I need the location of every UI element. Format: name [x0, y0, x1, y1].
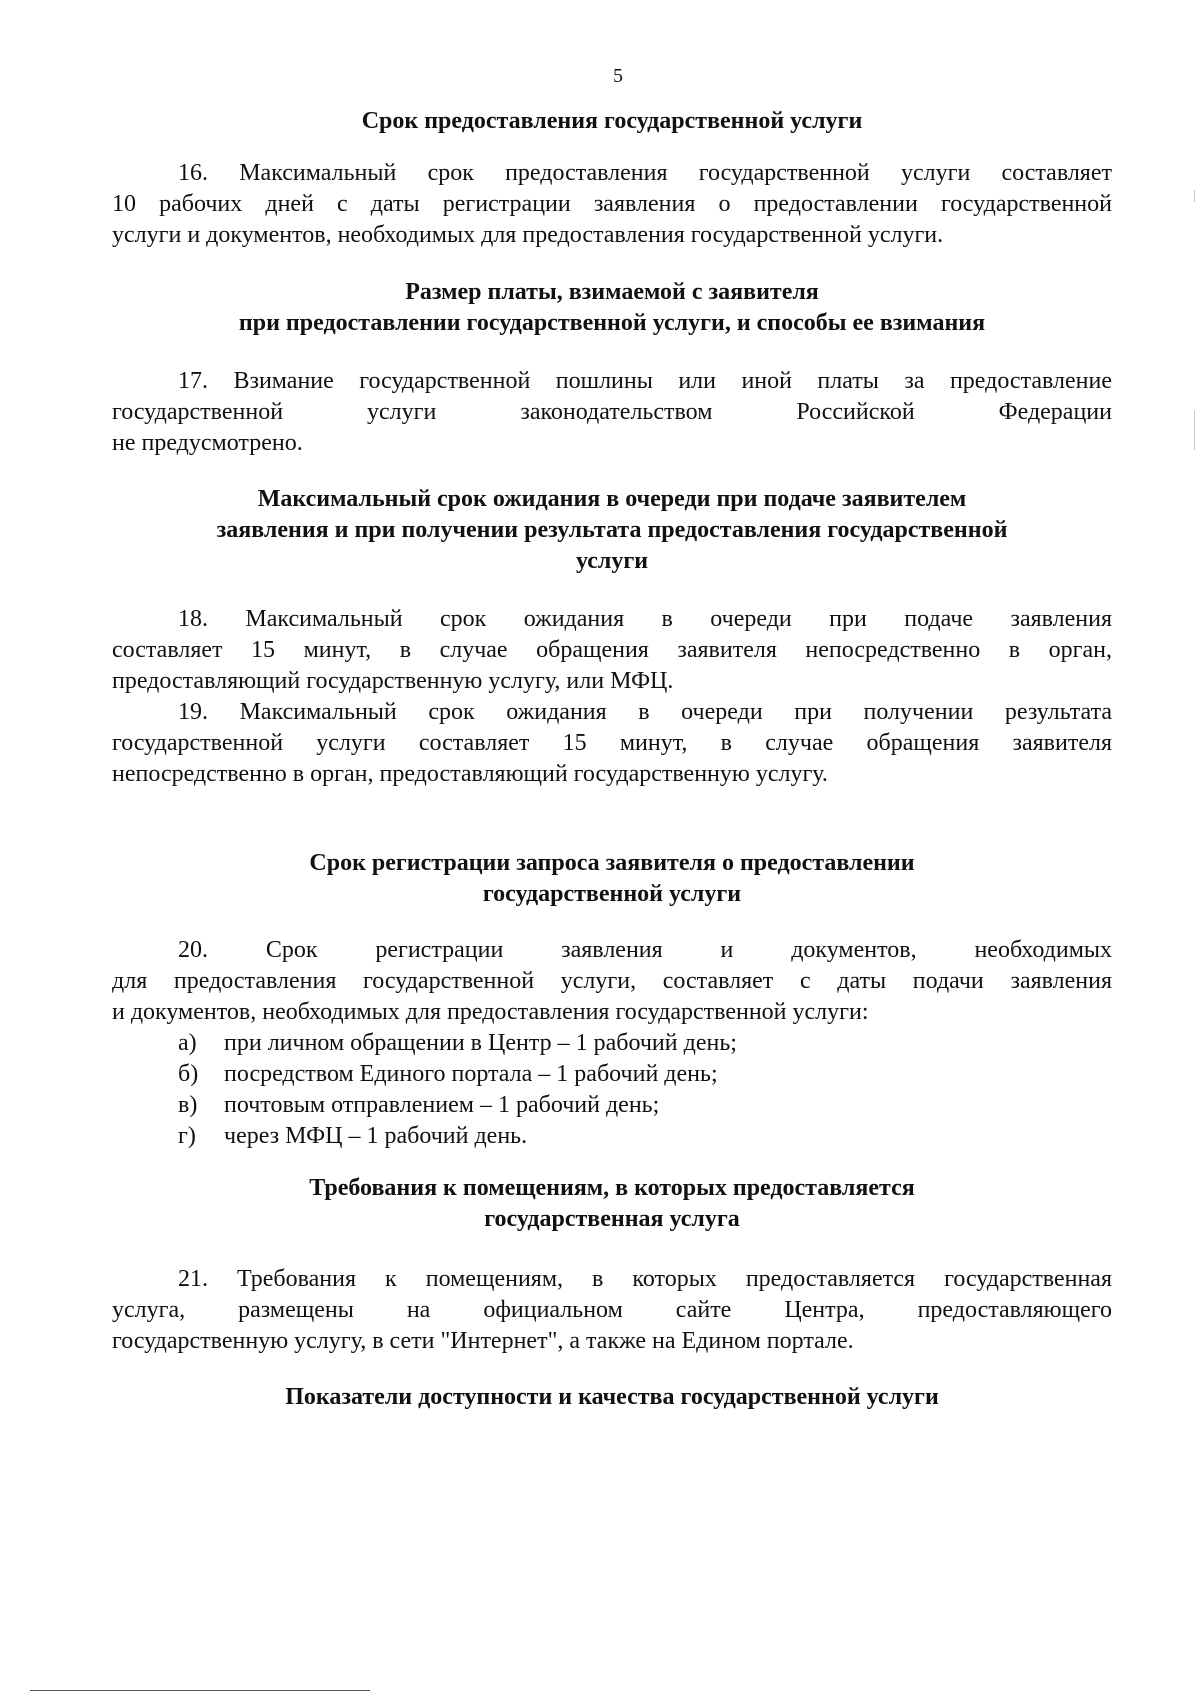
paragraph-line: непосредственно в орган, предоставляющий государственную услугу. — [112, 761, 828, 787]
heading-line: заявления и при получении результата предоставления государственной — [216, 517, 1008, 543]
list-item — [178, 1090, 1078, 1121]
list-marker: в) — [178, 1092, 198, 1118]
list-text: при личном обращении в Центр – 1 рабочий день; — [224, 1030, 737, 1056]
paragraph-line: государственной услуги законодательством Российской Федерации — [112, 399, 1112, 425]
paragraph-line: и документов, необходимых для предоставления государственной услуги: — [112, 999, 869, 1025]
heading-line: при предоставлении государственной услуги, и способы ее взимания — [238, 310, 986, 336]
paragraph-line: услуги и документов, необходимых для предоставления государственной услуги. — [112, 222, 944, 248]
page-number: 5 — [613, 65, 623, 87]
list-marker: а) — [178, 1030, 197, 1056]
footnote-rule — [30, 1690, 370, 1691]
heading-line: Максимальный срок ожидания в очереди при подаче заявителем — [257, 486, 967, 512]
heading-term-line: Срок предоставления государственной услуги — [361, 108, 863, 134]
list-text: через МФЦ – 1 рабочий день. — [224, 1123, 528, 1149]
paragraph-line: 18. Максимальный срок ожидания в очереди при подаче заявления — [178, 606, 1112, 632]
heading-fee — [112, 277, 1112, 339]
paragraph-line: 10 рабочих дней с даты регистрации заявления о предоставлении государственной — [112, 191, 1112, 217]
list-text: почтовым отправлением – 1 рабочий день; — [224, 1092, 660, 1118]
heading-line: Размер платы, взимаемой с заявителя — [405, 279, 819, 305]
paragraph-line: не предусмотрено. — [112, 430, 303, 456]
paragraph-line: для предоставления государственной услуги, составляет с даты подачи заявления — [112, 968, 1112, 994]
paragraph-line: составляет 15 минут, в случае обращения заявителя непосредственно в орган, — [112, 637, 1112, 663]
heading-quality-line: Показатели доступности и качества государственной услуги — [285, 1384, 939, 1410]
heading-line: государственной услуги — [482, 881, 742, 907]
paragraph-21 — [112, 1264, 1112, 1357]
heading-quality — [112, 1382, 1112, 1413]
heading-line: Срок регистрации запроса заявителя о предоставлении — [309, 850, 915, 876]
paragraph-line: государственную услугу, в сети "Интернет", а также на Едином портале. — [112, 1328, 854, 1354]
heading-line: государственная услуга — [484, 1206, 740, 1232]
paragraph-line: 16. Максимальный срок предоставления государственной услуги составляет — [178, 160, 1112, 186]
heading-line: Требования к помещениям, в которых предоставляется — [309, 1175, 915, 1201]
paragraph-16 — [112, 158, 1112, 251]
list-item — [178, 1059, 1078, 1090]
paragraph-17 — [112, 366, 1112, 459]
scan-edge-mark — [1194, 410, 1195, 450]
paragraph-20 — [112, 935, 1112, 1028]
heading-term — [112, 106, 1112, 137]
registration-list — [178, 1028, 1078, 1152]
list-marker: б) — [178, 1061, 199, 1087]
list-marker: г) — [178, 1123, 196, 1149]
scan-edge-mark — [1194, 190, 1195, 202]
heading-line: услуги — [575, 548, 649, 574]
paragraph-line: услуга, размещены на официальном сайте Центра, предоставляющего — [112, 1297, 1112, 1323]
heading-queue — [112, 484, 1112, 577]
paragraph-line: 20. Срок регистрации заявления и документов, необходимых — [178, 937, 1112, 963]
paragraph-19 — [112, 697, 1112, 790]
paragraph-line: 21. Требования к помещениям, в которых предоставляется государственная — [178, 1266, 1112, 1292]
paragraph-line: государственной услуги составляет 15 минут, в случае обращения заявителя — [112, 730, 1112, 756]
list-text: посредством Единого портала – 1 рабочий день; — [224, 1061, 718, 1087]
heading-registration — [112, 848, 1112, 910]
paragraph-18 — [112, 604, 1112, 697]
paragraph-line: предоставляющий государственную услугу, или МФЦ. — [112, 668, 674, 694]
list-item — [178, 1121, 1078, 1152]
list-item — [178, 1028, 1078, 1059]
heading-premises — [112, 1173, 1112, 1235]
paragraph-line: 17. Взимание государственной пошлины или иной платы за предоставление — [178, 368, 1112, 394]
paragraph-line: 19. Максимальный срок ожидания в очереди при получении результата — [178, 699, 1112, 725]
